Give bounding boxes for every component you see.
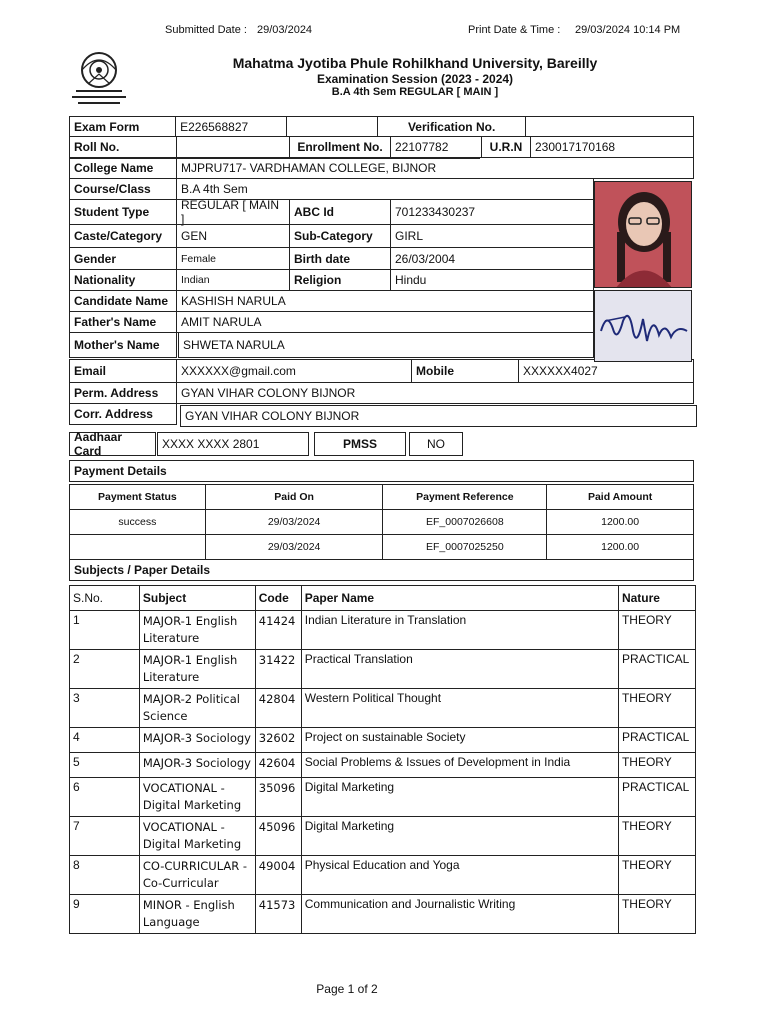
gender-value: Female bbox=[176, 247, 290, 270]
subject-cell: MAJOR-1 English Literature bbox=[139, 611, 255, 650]
subject-cell: VOCATIONAL - Digital Marketing bbox=[139, 817, 255, 856]
paid-amount: 1200.00 bbox=[547, 535, 694, 560]
code-cell: 31422 bbox=[255, 650, 301, 689]
student-signature bbox=[594, 290, 692, 362]
email-value: XXXXXX@gmail.com bbox=[176, 359, 412, 383]
payment-table bbox=[69, 484, 694, 560]
payment-status: success bbox=[70, 510, 206, 535]
table-row bbox=[70, 611, 696, 650]
subject-header: Subject bbox=[139, 586, 255, 611]
gender-label: Gender bbox=[69, 247, 177, 270]
paid-amount-header: Paid Amount bbox=[547, 485, 694, 510]
table-row bbox=[70, 895, 696, 934]
nature-cell: THEORY bbox=[618, 817, 695, 856]
mother-value: SHWETA NARULA bbox=[178, 332, 594, 358]
email-label: Email bbox=[69, 359, 177, 383]
table-row bbox=[70, 650, 696, 689]
caste-label: Caste/Category bbox=[69, 224, 177, 248]
sno-cell: 8 bbox=[70, 856, 140, 895]
religion-label: Religion bbox=[289, 269, 391, 291]
page-number: Page 1 of 2 bbox=[316, 982, 378, 996]
student-type-label: Student Type bbox=[69, 199, 177, 225]
nature-cell: PRACTICAL bbox=[618, 778, 695, 817]
code-header: Code bbox=[255, 586, 301, 611]
table-row bbox=[70, 510, 694, 535]
sno-header: S.No. bbox=[70, 586, 140, 611]
course-value: B.A 4th Sem bbox=[176, 178, 594, 200]
paper-name-cell: Western Political Thought bbox=[301, 689, 618, 728]
nature-cell: THEORY bbox=[618, 689, 695, 728]
verification-value bbox=[526, 117, 694, 138]
abc-value: 701233430237 bbox=[390, 199, 594, 225]
corr-address-label: Corr. Address bbox=[69, 403, 177, 425]
code-cell: 45096 bbox=[255, 817, 301, 856]
table-row bbox=[70, 689, 696, 728]
mother-label: Mother's Name bbox=[69, 332, 177, 358]
payment-reference-header: Payment Reference bbox=[383, 485, 547, 510]
table-row bbox=[70, 856, 696, 895]
print-date-value: 29/03/2024 10:14 PM bbox=[575, 24, 681, 36]
paper-name-header: Paper Name bbox=[301, 586, 618, 611]
subject-cell: MAJOR-1 English Literature bbox=[139, 650, 255, 689]
code-cell: 32602 bbox=[255, 728, 301, 753]
paper-name-cell: Project on sustainable Society bbox=[301, 728, 618, 753]
sno-cell: 4 bbox=[70, 728, 140, 753]
aadhaar-value: XXXX XXXX 2801 bbox=[157, 432, 309, 456]
nature-cell: THEORY bbox=[618, 753, 695, 778]
religion-value: Hindu bbox=[390, 269, 594, 291]
pmss-label: PMSS bbox=[314, 432, 406, 456]
birth-value: 26/03/2004 bbox=[390, 247, 594, 270]
payment-details-title: Payment Details bbox=[69, 460, 694, 482]
exam-form-row bbox=[70, 117, 694, 138]
nature-cell: THEORY bbox=[618, 856, 695, 895]
paper-name-cell: Social Problems & Issues of Development in India bbox=[301, 753, 618, 778]
blank-cell bbox=[287, 117, 378, 138]
roll-label: Roll No. bbox=[69, 136, 177, 158]
candidate-value: KASHISH NARULA bbox=[176, 290, 594, 312]
print-date-label: Print Date & Time : bbox=[468, 24, 561, 36]
sno-cell: 3 bbox=[70, 689, 140, 728]
payment-reference: EF_0007025250 bbox=[383, 535, 547, 560]
payment-reference: EF_0007026608 bbox=[383, 510, 547, 535]
urn-label: U.R.N bbox=[481, 136, 531, 158]
sno-cell: 6 bbox=[70, 778, 140, 817]
subject-cell: VOCATIONAL - Digital Marketing bbox=[139, 778, 255, 817]
enrollment-label: Enrollment No. bbox=[289, 136, 391, 158]
submitted-date-label: Submitted Date : bbox=[165, 24, 247, 36]
payment-status-header: Payment Status bbox=[70, 485, 206, 510]
exam-form-label: Exam Form bbox=[70, 117, 176, 138]
course-line: B.A 4th Sem REGULAR [ MAIN ] bbox=[331, 86, 499, 98]
nature-cell: THEORY bbox=[618, 895, 695, 934]
subject-cell: CO-CURRICULAR - Co-Curricular bbox=[139, 856, 255, 895]
table-row bbox=[70, 728, 696, 753]
caste-value: GEN bbox=[176, 224, 290, 248]
nature-header: Nature bbox=[618, 586, 695, 611]
subject-cell: MAJOR-3 Sociology bbox=[139, 753, 255, 778]
sno-cell: 7 bbox=[70, 817, 140, 856]
table-row bbox=[70, 753, 696, 778]
abc-label: ABC Id bbox=[289, 199, 391, 225]
student-photo bbox=[594, 181, 692, 288]
subjects-table bbox=[69, 585, 696, 934]
paid-on: 29/03/2024 bbox=[205, 535, 383, 560]
roll-value bbox=[176, 136, 290, 158]
verification-label: Verification No. bbox=[377, 117, 526, 138]
enrollment-value: 22107782 bbox=[390, 136, 482, 158]
college-value: MJPRU717- VARDHAMAN COLLEGE, BIJNOR bbox=[176, 157, 694, 179]
corr-address-value: GYAN VIHAR COLONY BIJNOR bbox=[180, 405, 697, 427]
sno-cell: 2 bbox=[70, 650, 140, 689]
father-label: Father's Name bbox=[69, 311, 177, 333]
father-value: AMIT NARULA bbox=[176, 311, 594, 333]
birth-label: Birth date bbox=[289, 247, 391, 270]
paid-on-header: Paid On bbox=[205, 485, 383, 510]
submitted-date-value: 29/03/2024 bbox=[257, 24, 313, 36]
code-cell: 42804 bbox=[255, 689, 301, 728]
subjects-title: Subjects / Paper Details bbox=[69, 559, 694, 581]
paper-name-cell: Digital Marketing bbox=[301, 817, 618, 856]
mobile-value: XXXXXX4027 bbox=[518, 359, 694, 383]
subject-cell: MAJOR-2 Political Science bbox=[139, 689, 255, 728]
university-title: Mahatma Jyotiba Phule Rohilkhand University, Bareilly bbox=[232, 55, 598, 71]
table-row bbox=[70, 817, 696, 856]
code-cell: 42604 bbox=[255, 753, 301, 778]
code-cell: 35096 bbox=[255, 778, 301, 817]
student-type-value: REGULAR [ MAIN ] bbox=[176, 199, 290, 225]
urn-value: 230017170168 bbox=[530, 136, 694, 158]
nature-cell: PRACTICAL bbox=[618, 728, 695, 753]
nature-cell: THEORY bbox=[618, 611, 695, 650]
university-logo bbox=[68, 44, 130, 108]
exam-form-value: E226568827 bbox=[176, 117, 287, 138]
exam-session: Examination Session (2023 - 2024) bbox=[316, 72, 514, 86]
paper-name-cell: Indian Literature in Translation bbox=[301, 611, 618, 650]
code-cell: 49004 bbox=[255, 856, 301, 895]
paid-on: 29/03/2024 bbox=[205, 510, 383, 535]
paper-name-cell: Physical Education and Yoga bbox=[301, 856, 618, 895]
perm-address-value: GYAN VIHAR COLONY BIJNOR bbox=[176, 382, 694, 404]
table-row bbox=[70, 535, 694, 560]
sno-cell: 1 bbox=[70, 611, 140, 650]
sno-cell: 9 bbox=[70, 895, 140, 934]
aadhaar-label: Aadhaar Card bbox=[69, 432, 156, 456]
subcategory-label: Sub-Category bbox=[289, 224, 391, 248]
code-cell: 41573 bbox=[255, 895, 301, 934]
sno-cell: 5 bbox=[70, 753, 140, 778]
nationality-label: Nationality bbox=[69, 269, 177, 291]
subcategory-value: GIRL bbox=[390, 224, 594, 248]
mobile-label: Mobile bbox=[411, 359, 519, 383]
subject-cell: MAJOR-3 Sociology bbox=[139, 728, 255, 753]
nationality-value: Indian bbox=[176, 269, 290, 291]
nature-cell: PRACTICAL bbox=[618, 650, 695, 689]
subject-cell: MINOR - English Language bbox=[139, 895, 255, 934]
paper-name-cell: Communication and Journalistic Writing bbox=[301, 895, 618, 934]
perm-address-label: Perm. Address bbox=[69, 382, 177, 404]
pmss-value: NO bbox=[409, 432, 463, 456]
table-row bbox=[70, 778, 696, 817]
code-cell: 41424 bbox=[255, 611, 301, 650]
candidate-label: Candidate Name bbox=[69, 290, 177, 312]
paid-amount: 1200.00 bbox=[547, 510, 694, 535]
paper-name-cell: Digital Marketing bbox=[301, 778, 618, 817]
college-label: College Name bbox=[69, 157, 177, 179]
paper-name-cell: Practical Translation bbox=[301, 650, 618, 689]
payment-status bbox=[70, 535, 206, 560]
course-label: Course/Class bbox=[69, 178, 177, 200]
